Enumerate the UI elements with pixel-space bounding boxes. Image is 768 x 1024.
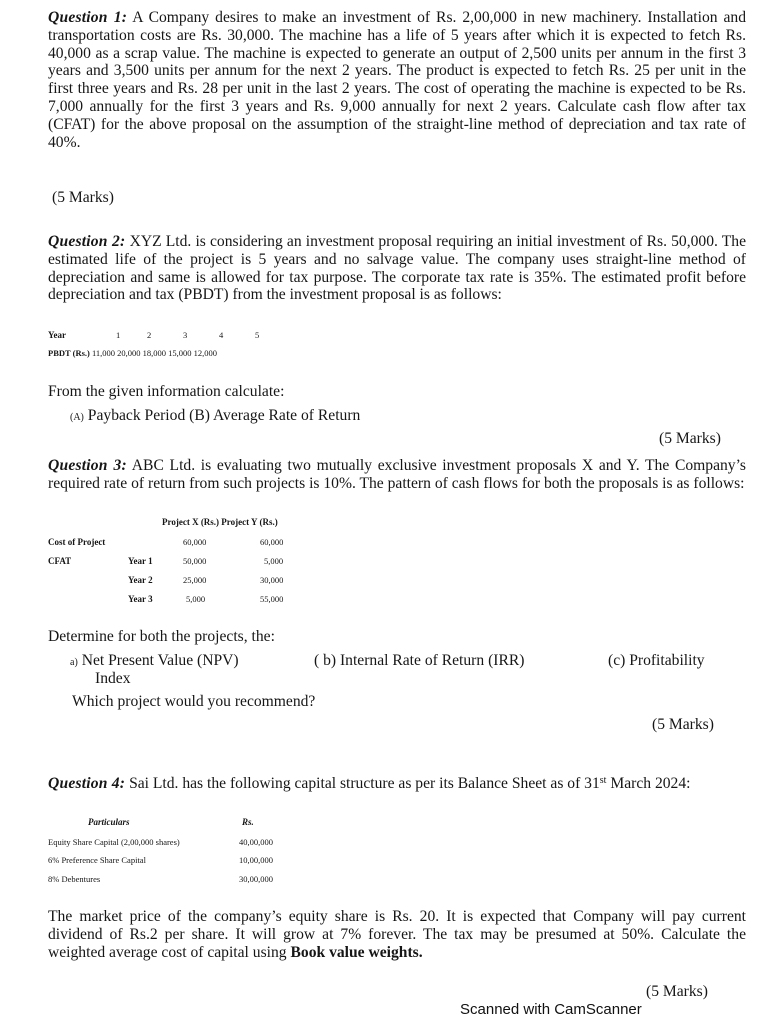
q3-cost-y: 60,000	[260, 537, 284, 547]
question-3-marks: (5 Marks)	[652, 716, 714, 733]
q2-year-3: 3	[183, 330, 188, 340]
question-1-marks: (5 Marks)	[52, 189, 114, 206]
question-3-heading: Question 3:	[48, 457, 127, 474]
camscanner-footer: Scanned with CamScanner	[460, 1001, 642, 1018]
question-2-marks: (5 Marks)	[659, 430, 721, 447]
q2-part-a-prefix: (A)	[70, 412, 84, 423]
q2-year-2: 2	[147, 330, 152, 340]
q3-cfat-label: CFAT	[48, 556, 72, 566]
q4-col-particulars: Particulars	[88, 817, 130, 827]
q3-row-3-x: 5,000	[186, 594, 206, 604]
q3-row-1-year: Year 1	[128, 556, 153, 566]
q2-pbdt-label: PBDT (Rs.)	[48, 348, 90, 358]
q3-cost-label: Cost of Project	[48, 537, 106, 547]
question-2-body: XYZ Ltd. is considering an investment proposal requiring an initial investment of Rs. 50,000. The estimated life of the project is 5 years and no salvage value. The company uses straight-line method of depreciation and same is allowed for tax purpose. The corporate tax rate is 35%. The estimated profit before depreciation and tax (PBDT) from the investment proposal is as follows:	[48, 233, 747, 304]
q4-row-1-label: Equity Share Capital (2,00,000 shares)	[48, 837, 180, 847]
q4-row-2-value: 10,00,000	[239, 855, 273, 865]
q3-npv-line	[70, 652, 239, 670]
q2-parts	[70, 407, 360, 425]
q2-year-label: Year	[48, 330, 66, 340]
q3-npv: Net Present Value (NPV)	[81, 652, 239, 669]
question-4-body-sup: st	[599, 775, 607, 786]
question-4-heading: Question 4:	[48, 775, 126, 792]
question-4-marks: (5 Marks)	[646, 983, 708, 1000]
question-3	[48, 457, 746, 493]
q4-row-2-label: 6% Preference Share Capital	[48, 855, 146, 865]
question-1-body: A Company desires to make an investment of Rs. 2,00,000 in new machinery. Installation and transportation costs are Rs. 30,000. The machine has a life of 5 years after which it is expected to fetch Rs. 40,000 as a scrap value. The machine is expected to generate an output of 2,500 units per annum in the first 3 years and 3,500 units per annum for the next 2 years. The product is expected to fetch Rs. 25 per unit in the first three years and Rs. 28 per unit in the last 2 years. The cost of operating the machine is expected to be Rs. 7,000 annually for the first 3 years and Rs. 9,000 annually for next 2 years. Calculate cash flow after tax (CFAT) for the above proposal on the assumption of the straight-line method of depreciation and tax rate of 40%.	[48, 9, 747, 151]
q3-row-2-y: 30,000	[260, 575, 284, 585]
q3-cost-x: 60,000	[183, 537, 207, 547]
q4-paragraph-text: The market price of the company’s equity share is Rs. 20. It is expected that Company will pay current dividend of Rs.2 per share. It will grow at 7% forever. The tax may be presumed at 50%. Calculate the weighted average cost of capital using	[48, 908, 746, 961]
question-4-body-pre: Sai Ltd. has the following capital structure as per its Balance Sheet as of 31	[129, 775, 600, 792]
q3-table-header: Project X (Rs.) Project Y (Rs.)	[162, 517, 278, 527]
q4-row-1-value: 40,00,000	[239, 837, 273, 847]
question-2	[48, 233, 746, 304]
q2-pbdt-row	[48, 348, 217, 358]
q2-calc-line: From the given information calculate:	[48, 383, 285, 400]
question-4	[48, 775, 746, 793]
q3-row-3-y: 55,000	[260, 594, 284, 604]
q2-year-4: 4	[219, 330, 224, 340]
q4-col-rs: Rs.	[242, 817, 254, 827]
q4-paragraph	[48, 908, 746, 961]
q3-row-3-year: Year 3	[128, 594, 153, 604]
q3-determine: Determine for both the projects, the:	[48, 628, 275, 645]
q2-year-5: 5	[255, 330, 260, 340]
q4-paragraph-bold: Book value weights.	[290, 943, 423, 961]
q3-recommend: Which project would you recommend?	[72, 693, 316, 710]
q2-pbdt-values: 11,000 20,000 18,000 15,000 12,000	[92, 348, 218, 358]
q3-index: Index	[95, 670, 131, 687]
question-1-heading: Question 1:	[48, 9, 128, 26]
q2-parts-text: Payback Period (B) Average Rate of Return	[87, 407, 361, 424]
question-1	[48, 9, 746, 151]
q3-row-1-x: 50,000	[183, 556, 207, 566]
q3-a-prefix: a)	[70, 657, 78, 668]
q3-row-2-year: Year 2	[128, 575, 153, 585]
question-2-heading: Question 2:	[48, 233, 126, 250]
q3-row-2-x: 25,000	[183, 575, 207, 585]
question-3-body: ABC Ltd. is evaluating two mutually exclusive investment proposals X and Y. The Company’s required rate of return from such projects is 10%. The pattern of cash flows for both the proposals is as follows:	[48, 457, 746, 492]
q3-row-1-y: 5,000	[264, 556, 284, 566]
q2-year-1: 1	[116, 330, 121, 340]
q4-row-3-label: 8% Debentures	[48, 874, 101, 884]
question-4-body-post: March 2024:	[610, 775, 691, 792]
q3-pi: (c) Profitability	[608, 652, 705, 669]
q4-row-3-value: 30,00,000	[239, 874, 273, 884]
q3-irr: ( b) Internal Rate of Return (IRR)	[314, 652, 525, 669]
